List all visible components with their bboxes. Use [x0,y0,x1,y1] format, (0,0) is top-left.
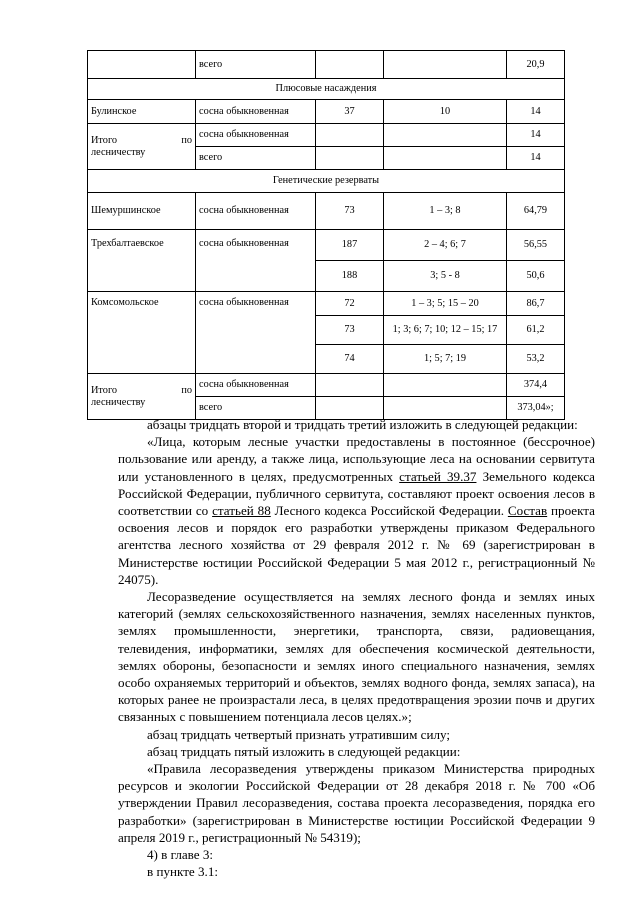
table-cell: 20,9 [507,51,565,79]
law-reference-link[interactable]: статьей 88 [212,503,271,519]
table-cell: Трехбалтаевское [88,230,196,292]
table-body [88,51,565,420]
table-cell: 37 [316,100,384,124]
forest-seed-table [87,50,565,420]
table-row [88,230,565,261]
table-row [88,100,565,124]
paragraph-text: 4) в главе 3: [147,847,214,863]
section-header: Плюсовые насаждения [88,79,565,100]
table-cell: 374,4 [507,374,565,397]
table-cell: 73 [316,193,384,230]
table-row [88,79,565,100]
law-reference-link[interactable]: Состав [507,503,548,519]
paragraph-text: Земельного кодекса Российской Федерации, публичного сервитута, составляют проект освоения лесов в соответствии со [118,468,595,519]
table-cell: 3; 5 - 8 [384,261,507,292]
table-cell: 14 [507,124,565,147]
table-cell: 14 [507,100,565,124]
table-cell: 50,6 [507,261,565,292]
table-cell: Комсомольское [88,292,196,374]
paragraph-text: «Правила лесоразведения утверждены приказом Министерства природных ресурсов и экологии Российской Федерации от 28 декабря 2018 г. № 700 «Об утверждении Правил лесоразведения, состава проекта лесоразведения, порядка его разработки» (зарегистрирован в Министерстве юстиции Российской Федерации 9 апреля 2019 г., регистрационный № 54319); [118,761,595,845]
paragraph [118,760,595,846]
table-row [88,124,565,147]
table-cell [316,51,384,79]
table-cell [316,124,384,147]
table-cell: 10 [384,100,507,124]
table-cell: всего [196,397,316,420]
table-cell: 1; 5; 7; 19 [384,345,507,374]
table-cell: всего [196,51,316,79]
table-cell: 2 – 4; 6; 7 [384,230,507,261]
table-cell: сосна обыкновенная [196,193,316,230]
table-cell [384,124,507,147]
table-cell: Шемуршинское [88,193,196,230]
table-row [88,374,565,397]
table-cell: 1 – 3; 8 [384,193,507,230]
table-cell: 64,79 [507,193,565,230]
document-text [118,416,595,880]
table-row [88,51,565,79]
table-row [88,292,565,316]
paragraph-text: абзацы тридцать второй и тридцать третий изложить в следующей редакции: [147,417,578,432]
law-reference-link[interactable]: статьей 39.37 [399,468,477,484]
paragraph [118,433,595,588]
table-cell [88,51,196,79]
table-cell: 14 [507,147,565,170]
section-header: Генетические резерваты [88,170,565,193]
paragraph [118,588,595,726]
paragraph [118,743,595,760]
table-cell: всего [196,147,316,170]
paragraph [118,863,595,880]
table-row [88,193,565,230]
table-cell [316,147,384,170]
paragraph [118,846,595,863]
table-cell: сосна обыкновенная [196,374,316,397]
paragraph-text: Лесного кодекса Российской Федерации. [270,503,508,519]
paragraph-text: абзац тридцать четвертый признать утратившим силу; [147,726,451,742]
table-cell: 1; 3; 6; 7; 10; 12 – 15; 17 [384,316,507,345]
paragraph-text: «Лица, которым лесные участки предоставлены в постоянное (бессрочное) пользование или аренду, а также лица, использующие леса на основании сервитута или установленного в целях, предусмотренных [118,434,595,484]
table-cell: сосна обыкновенная [196,124,316,147]
table-cell [384,51,507,79]
table-cell: Булинское [88,100,196,124]
table-cell: сосна обыкновенная [196,292,316,374]
table-cell: 61,2 [507,316,565,345]
table-row [88,170,565,193]
table-cell: 187 [316,230,384,261]
total-label: Итого по лесничеству [88,124,196,170]
table-cell: сосна обыкновенная [196,100,316,124]
paragraph [118,416,595,433]
paragraph-text: в пункте 3.1: [147,864,219,880]
table-cell [316,374,384,397]
table-cell: 53,2 [507,345,565,374]
table-cell: 56,55 [507,230,565,261]
table-cell: 74 [316,345,384,374]
paragraph [118,726,595,743]
table-cell: 1 – 3; 5; 15 – 20 [384,292,507,316]
table-cell [384,374,507,397]
total-label: Итого по лесничеству [88,374,196,420]
table-cell: 86,7 [507,292,565,316]
table-cell: 72 [316,292,384,316]
table-cell: 188 [316,261,384,292]
paragraph-text: проекта освоения лесов и порядок его разработки утверждены приказом Федерального агентства лесного хозяйства от 29 февраля 2012 г. № 69 (зарегистрирован в Министерстве юстиции Российской Федерации 5 мая 2012 г., регистрационный № 24075). [118,503,595,587]
paragraph-text: Лесоразведение осуществляется на землях лесного фонда и землях иных категорий (землях сельскохозяйственного назначения, землях населенных пунктов, землях промышленности, энергетики, транспорта, связи, радиовещания, телевидения, информатики, землях для обеспечения космической деятельности, землях обороны, безопасности и землях иного специального назначения, землях особо охраняемых территорий и объектов, землях водного фонда, землях запаса), на которых ранее не произрастали леса, в целях предотвращения эрозии почв и других связанных с повышением потенциала лесов целях.»; [118,589,595,725]
table-cell [384,147,507,170]
table-cell: 73 [316,316,384,345]
table-cell: сосна обыкновенная [196,230,316,292]
table-cell: 373,04»; [507,397,565,420]
paragraph-text: абзац тридцать пятый изложить в следующей редакции: [147,743,461,759]
